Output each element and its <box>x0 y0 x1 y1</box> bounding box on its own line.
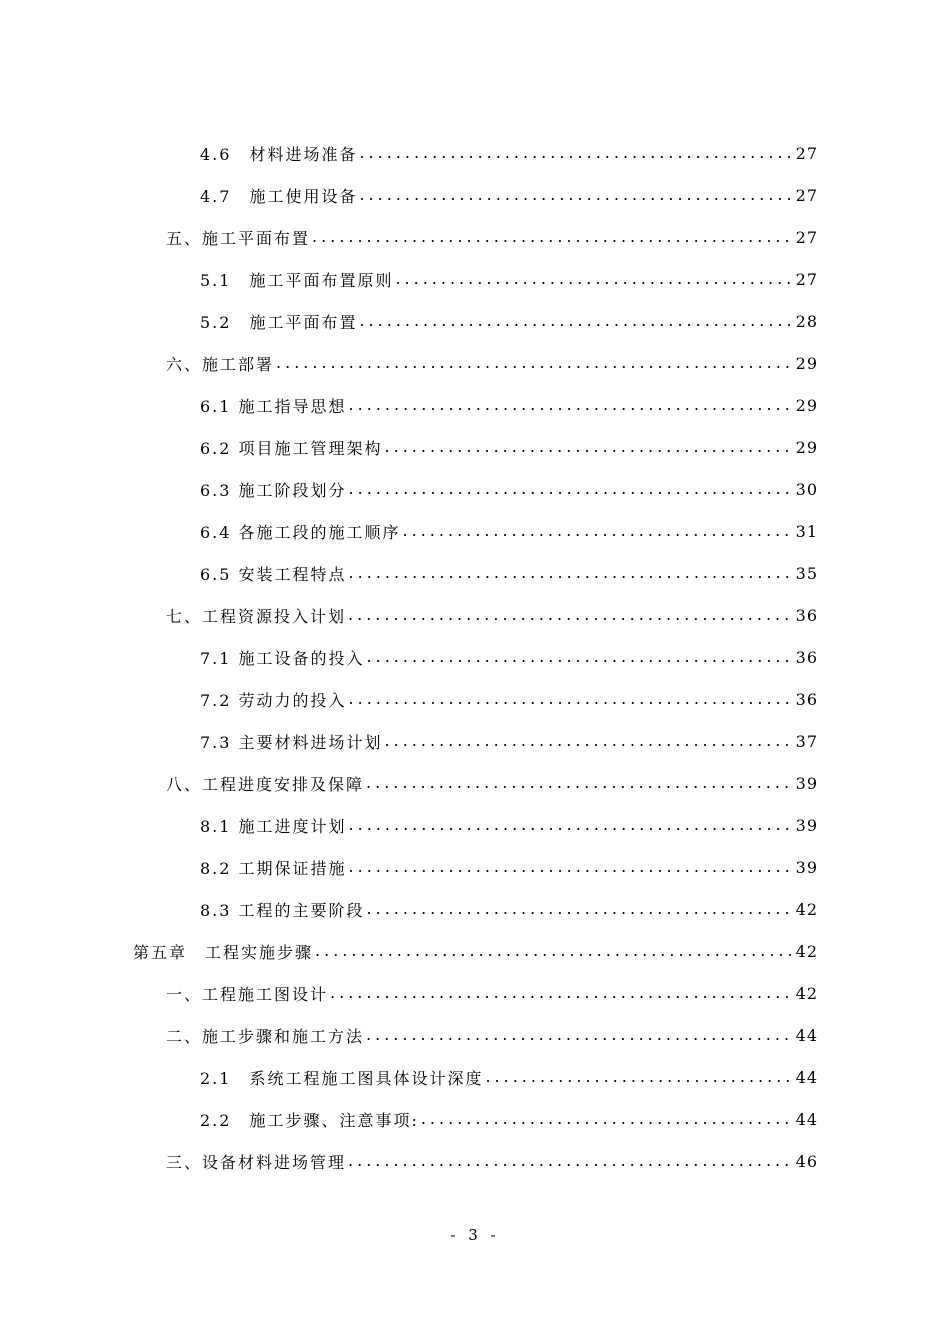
toc-entry-title: 2.1 系统工程施工图具体设计深度 <box>200 1068 484 1088</box>
toc-entry-title: 8.2 工期保证措施 <box>200 858 347 878</box>
toc-entry-title: 二、施工步骤和施工方法 <box>166 1026 365 1046</box>
toc-dot-leader <box>359 145 793 161</box>
toc-dot-leader <box>315 943 794 959</box>
toc-entry-title: 三、设备材料进场管理 <box>166 1152 347 1172</box>
toc-entry-title: 4.6 材料进场准备 <box>200 144 358 164</box>
toc-entry-page: 42 <box>795 983 818 1003</box>
toc-entry-page: 39 <box>795 857 818 877</box>
toc-entry-page: 29 <box>795 395 818 415</box>
toc-entry[interactable] <box>0 846 950 888</box>
toc-entry-page: 36 <box>795 689 818 709</box>
toc-entry-page: 36 <box>795 605 818 625</box>
toc-entry-title: 6.1 施工指导思想 <box>200 396 347 416</box>
toc-dot-leader <box>276 355 794 371</box>
toc-dot-leader <box>366 775 794 791</box>
toc-entry[interactable] <box>0 384 950 426</box>
toc-entry[interactable] <box>0 888 950 930</box>
toc-entry-page: 29 <box>795 437 818 457</box>
page-number: - 3 - <box>450 1226 500 1244</box>
toc-entry[interactable] <box>0 1098 950 1140</box>
toc-entry-page: 27 <box>795 269 818 289</box>
toc-entry-title: 七、工程资源投入计划 <box>166 606 347 626</box>
toc-dot-leader <box>330 985 794 1001</box>
toc-entry[interactable] <box>0 1014 950 1056</box>
toc-entry-title: 7.2 劳动力的投入 <box>200 690 347 710</box>
toc-entry-page: 27 <box>795 143 818 163</box>
toc-entry-page: 28 <box>795 311 818 331</box>
toc-dot-leader <box>403 523 794 539</box>
toc-entry[interactable] <box>0 510 950 552</box>
toc-dot-leader <box>395 271 793 287</box>
toc-entry[interactable] <box>0 1140 950 1182</box>
toc-entry[interactable] <box>0 132 950 174</box>
toc-entry-page: 44 <box>795 1067 818 1087</box>
toc-entry[interactable] <box>0 720 950 762</box>
toc-entry[interactable] <box>0 636 950 678</box>
toc-entry-page: 29 <box>795 353 818 373</box>
toc-dot-leader <box>366 1027 794 1043</box>
toc-entry-title: 一、工程施工图设计 <box>166 984 329 1004</box>
toc-entry-title: 五、施工平面布置 <box>166 228 311 248</box>
toc-entry-title: 6.2 项目施工管理架构 <box>200 438 383 458</box>
toc-entry-page: 42 <box>795 941 818 961</box>
toc-entry-title: 6.4 各施工段的施工顺序 <box>200 522 401 542</box>
toc-entry-title: 5.1 施工平面布置原则 <box>200 270 394 290</box>
toc-dot-leader <box>385 439 794 455</box>
toc-entry-title: 6.3 施工阶段划分 <box>200 480 347 500</box>
toc-dot-leader <box>385 733 794 749</box>
toc-entry[interactable] <box>0 594 950 636</box>
toc-entry-page: 39 <box>795 815 818 835</box>
toc-entry[interactable] <box>0 678 950 720</box>
toc-dot-leader <box>349 859 794 875</box>
toc-dot-leader <box>359 187 793 203</box>
toc-entry[interactable] <box>0 468 950 510</box>
toc-dot-leader <box>421 1111 794 1127</box>
toc-entry-title: 8.1 施工进度计划 <box>200 816 347 836</box>
toc-entry-page: 44 <box>795 1025 818 1045</box>
toc-entry-title: 8.3 工程的主要阶段 <box>200 900 365 920</box>
toc-entry-page: 37 <box>795 731 818 751</box>
toc-entry-page: 39 <box>795 773 818 793</box>
toc-dot-leader <box>485 1069 793 1085</box>
toc-entry[interactable] <box>0 426 950 468</box>
toc-dot-leader <box>367 901 794 917</box>
toc-entry[interactable] <box>0 762 950 804</box>
toc-dot-leader <box>359 313 793 329</box>
toc-entry[interactable] <box>0 174 950 216</box>
toc-entry-title: 八、工程进度安排及保障 <box>166 774 365 794</box>
toc-entry-page: 30 <box>795 479 818 499</box>
toc-entry-title: 六、施工部署 <box>166 354 275 374</box>
toc-dot-leader <box>349 565 794 581</box>
toc-dot-leader <box>349 817 794 833</box>
toc-entry-title: 第五章 工程实施步骤 <box>133 942 314 962</box>
toc-dot-leader <box>349 397 794 413</box>
toc-entry-page: 46 <box>795 1151 818 1171</box>
table-of-contents <box>0 132 950 1182</box>
toc-entry[interactable] <box>0 1056 950 1098</box>
toc-dot-leader <box>349 481 794 497</box>
toc-entry-page: 31 <box>795 521 818 541</box>
toc-dot-leader <box>348 607 794 623</box>
toc-entry-title: 7.3 主要材料进场计划 <box>200 732 383 752</box>
toc-dot-leader <box>367 649 794 665</box>
toc-entry[interactable] <box>0 342 950 384</box>
toc-dot-leader <box>349 691 794 707</box>
toc-entry-title: 6.5 安装工程特点 <box>200 564 347 584</box>
toc-entry-page: 42 <box>795 899 818 919</box>
toc-entry[interactable] <box>0 930 950 972</box>
toc-entry-page: 44 <box>795 1109 818 1129</box>
toc-entry[interactable] <box>0 300 950 342</box>
toc-entry-page: 36 <box>795 647 818 667</box>
toc-entry[interactable] <box>0 258 950 300</box>
toc-entry[interactable] <box>0 552 950 594</box>
toc-entry-title: 5.2 施工平面布置 <box>200 312 358 332</box>
toc-dot-leader <box>348 1153 794 1169</box>
toc-entry-title: 2.2 施工步骤、注意事项: <box>200 1110 419 1130</box>
toc-entry[interactable] <box>0 972 950 1014</box>
toc-entry-page: 27 <box>795 227 818 247</box>
toc-entry-title: 7.1 施工设备的投入 <box>200 648 365 668</box>
toc-entry-title: 4.7 施工使用设备 <box>200 186 358 206</box>
toc-entry-page: 27 <box>795 185 818 205</box>
toc-entry[interactable] <box>0 216 950 258</box>
toc-entry-page: 35 <box>795 563 818 583</box>
toc-dot-leader <box>312 229 794 245</box>
toc-entry[interactable] <box>0 804 950 846</box>
